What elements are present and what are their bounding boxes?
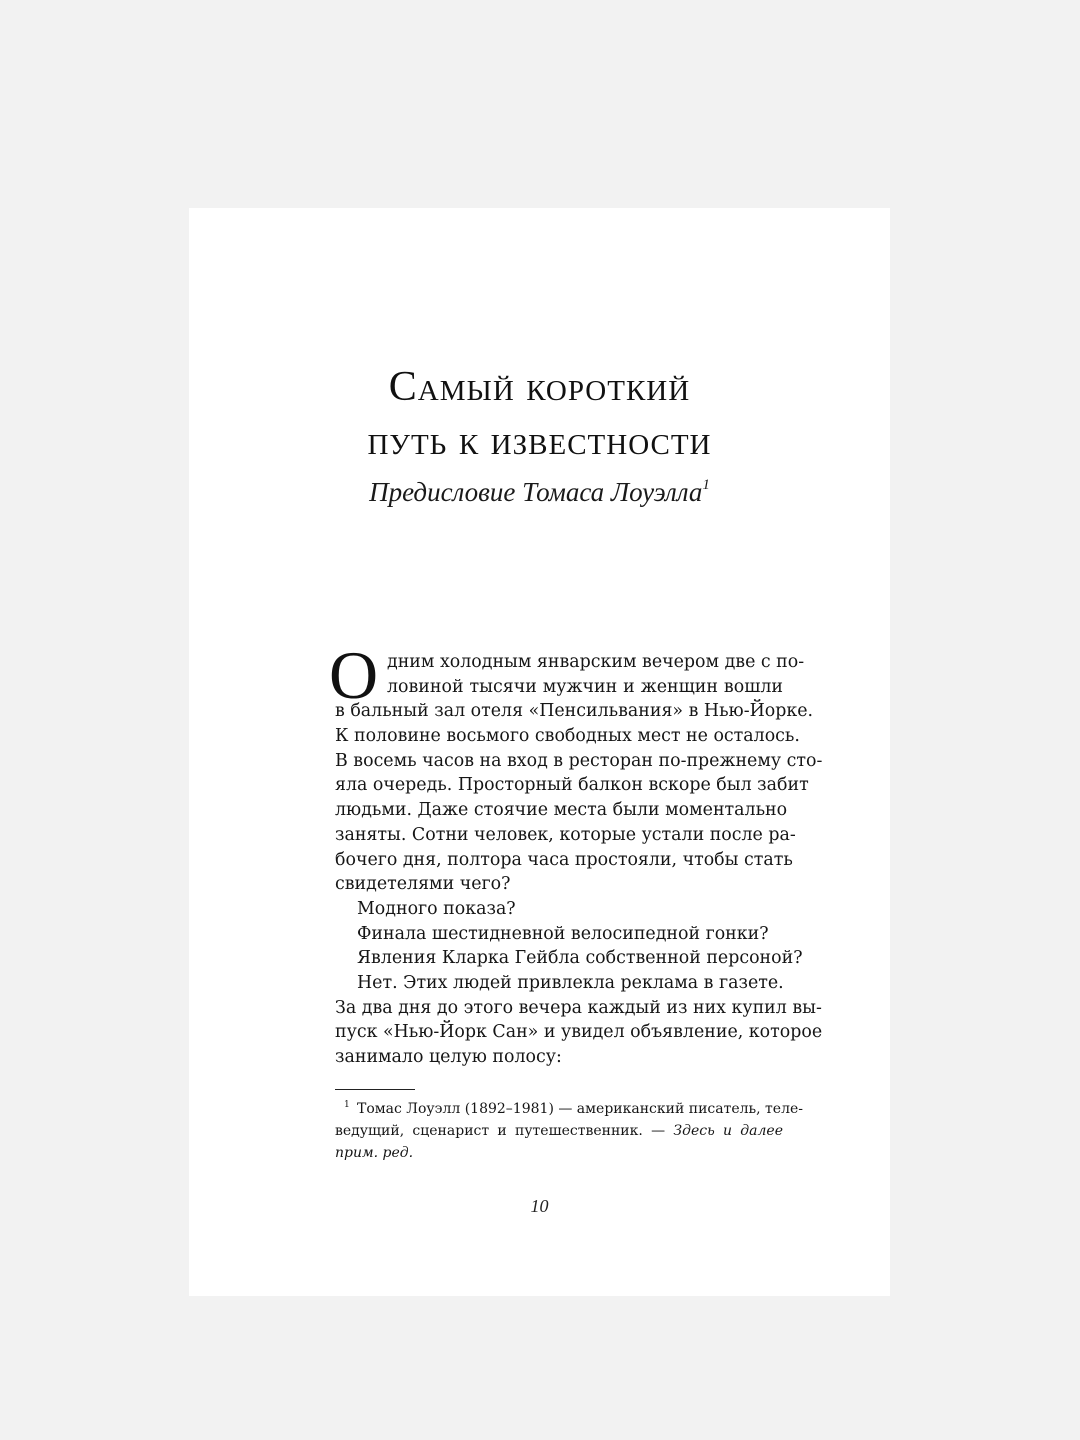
body-text xyxy=(329,637,823,1070)
book-page xyxy=(189,208,890,1296)
footnote-line-2-italic: Здесь и далее xyxy=(673,1123,784,1139)
body-line-12: Финала шестидневной велосипедной гонки? xyxy=(357,923,769,944)
chapter-subtitle xyxy=(189,478,890,506)
chapter-title-line-1: Самый короткий xyxy=(388,364,691,410)
footnote-line-1-text: Томас Лоуэлл (1892–1981) — американский писатель, теле- xyxy=(357,1101,803,1117)
chapter-title-line-2: путь к известности xyxy=(367,418,712,464)
body-line-14: Нет. Этих людей привлекла реклама в газете. xyxy=(357,972,784,993)
body-line-15: За два дня до этого вечера каждый из них купил вы- xyxy=(335,997,822,1018)
body-line-17: занимало целую полосу: xyxy=(335,1047,562,1067)
footnote-line-2 xyxy=(335,1120,783,1142)
footnote-line-3: прим. ред. xyxy=(335,1145,414,1161)
footnote-mark: 1 xyxy=(344,1100,350,1110)
body-line-8: заняты. Сотни человек, которые устали после ра- xyxy=(335,824,796,845)
body-line-3: в бальный зал отеля «Пенсильвания» в Нью-Йорке. xyxy=(335,701,814,722)
footnote-line-2-text: ведущий, сценарист и путешественник. — xyxy=(335,1123,674,1139)
body-line-13: Явления Кларка Гейбла собственной персоной? xyxy=(357,948,803,969)
body-line-4: К половине восьмого свободных мест не осталось. xyxy=(335,726,800,747)
page-number: 10 xyxy=(530,1196,549,1216)
body-line-16: пуск «Нью-Йорк Сан» и увидел объявление, которое xyxy=(335,1022,823,1043)
body-line-10: свидетелями чего? xyxy=(335,874,511,895)
footnote-line-1 xyxy=(335,1098,803,1120)
body-line-7: людьми. Даже стоячие места были моментально xyxy=(335,800,788,821)
body-line-2: ловиной тысячи мужчин и женщин вошли xyxy=(387,676,783,697)
body-line-9: бочего дня, полтора часа простояли, чтобы стать xyxy=(335,849,793,870)
body-line-11: Модного показа? xyxy=(357,898,516,919)
drop-cap: О xyxy=(329,637,379,713)
footnote-divider xyxy=(335,1089,415,1090)
subtitle-text: Предисловие Томаса Лоуэлла xyxy=(369,477,703,507)
footnote-reference: 1 xyxy=(702,477,710,493)
body-line-6: яла очередь. Просторный балкон вскоре был забит xyxy=(335,775,809,796)
body-line-1-text: дним холодным январским вечером две с по- xyxy=(387,652,805,672)
body-line-5: В восемь часов на вход в ресторан по-прежнему сто- xyxy=(335,750,823,771)
footnote xyxy=(335,1098,803,1164)
